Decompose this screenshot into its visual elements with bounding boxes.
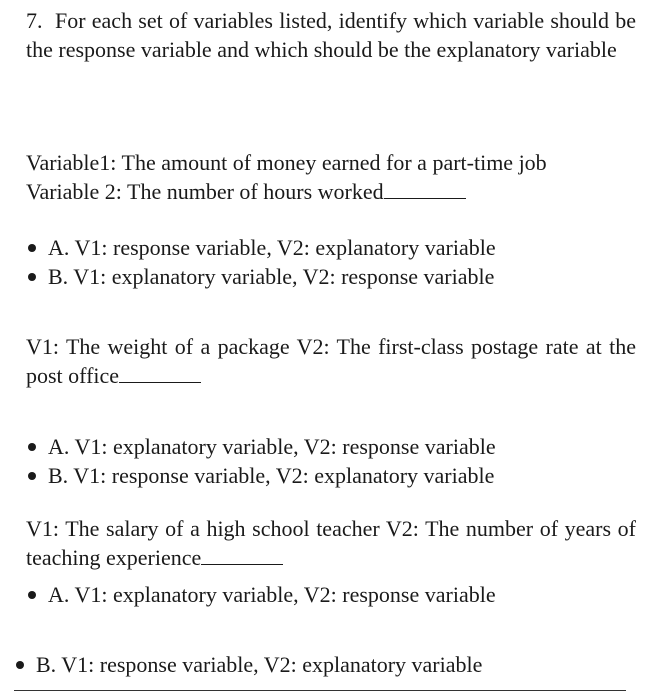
option-label: B. V1: explanatory variable, V2: response variable (48, 264, 495, 289)
bullet-icon (28, 472, 36, 480)
set-3-prompt-text: V1: The salary of a high school teacher V2: The number of years of teaching experience (26, 516, 636, 570)
set-3-option-b[interactable] (14, 650, 636, 679)
set-1-variable-2-line (26, 177, 636, 206)
bullet-icon (16, 661, 24, 669)
set-1-option-a[interactable] (26, 233, 636, 262)
option-label: A. V1: response variable, V2: explanatory variable (48, 235, 496, 260)
option-label: B. V1: response variable, V2: explanatory variable (36, 652, 483, 677)
option-label: A. V1: explanatory variable, V2: response variable (48, 434, 496, 459)
set-1-option-b[interactable] (26, 262, 636, 291)
set-2-option-b[interactable] (26, 461, 636, 490)
option-label: B. V1: response variable, V2: explanatory variable (48, 463, 495, 488)
set-1-variable-2: Variable 2: The number of hours worked (26, 179, 384, 204)
bullet-icon (28, 591, 36, 599)
set-3-option-a[interactable] (26, 580, 636, 609)
set-3-prompt (26, 514, 636, 572)
bullet-icon (28, 273, 36, 281)
option-label: A. V1: explanatory variable, V2: response variable (48, 582, 496, 607)
question-text (26, 6, 636, 64)
answer-blank (201, 546, 283, 565)
bullet-icon (28, 244, 36, 252)
bullet-icon (28, 443, 36, 451)
question-number: 7. (26, 8, 43, 33)
set-2-prompt-text: V1: The weight of a package V2: The first-class postage rate at the post office (26, 334, 636, 388)
divider (14, 690, 626, 691)
set-3-options (26, 580, 636, 609)
answer-blank (384, 180, 466, 199)
answer-blank (119, 364, 201, 383)
question-body: For each set of variables listed, identify which variable should be the response variable and which should be the explanatory variable (26, 8, 637, 62)
set-3-options-continued (14, 650, 636, 679)
set-2-options (26, 432, 636, 490)
set-2-prompt (26, 332, 636, 390)
set-2-option-a[interactable] (26, 432, 636, 461)
set-1-options (26, 233, 636, 291)
set-1-variable-1: Variable1: The amount of money earned for a part-time job (26, 150, 547, 175)
set-1-prompt (26, 148, 636, 206)
